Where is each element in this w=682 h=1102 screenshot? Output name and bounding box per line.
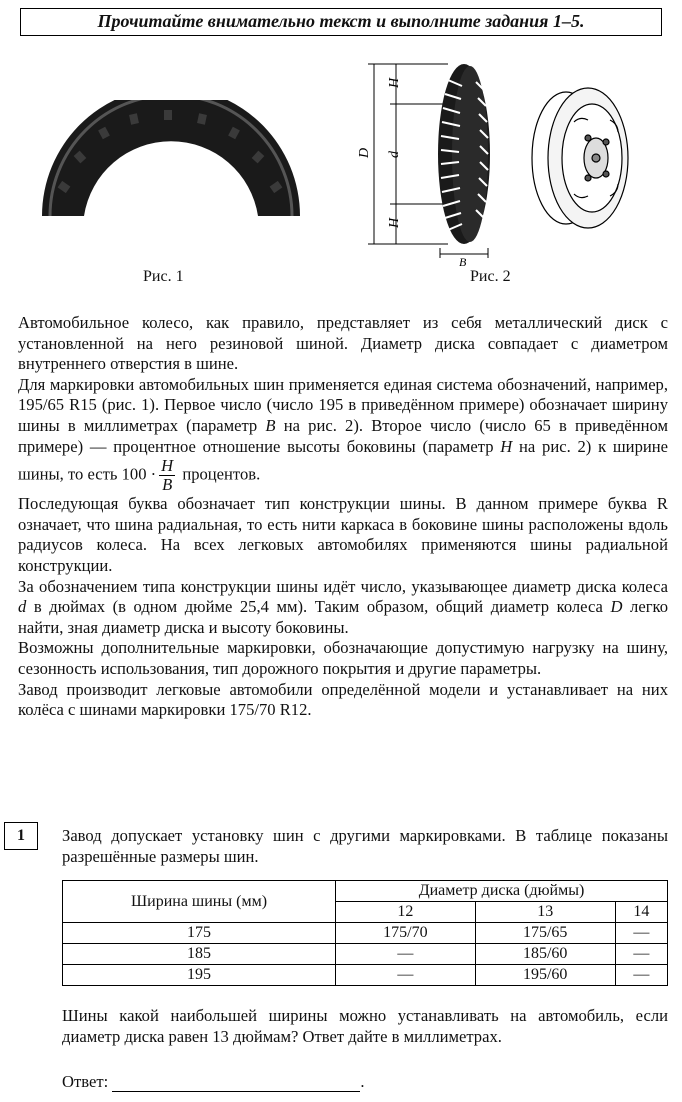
paragraph-5: Возможны дополнительные маркировки, обозначающие допустимую нагрузку на шину, сезонность использования, тип дорожного покрытия и другие параметры. [18, 638, 668, 678]
answer-area: Ответ: . [62, 1072, 365, 1091]
task-intro: Завод допускает установку шин с другими маркировками. В таблице показаны разрешённые размеры шин. [62, 826, 668, 866]
width-header: Ширина шины (мм) [63, 881, 336, 923]
paragraph-1: Автомобильное колесо, как правило, представляет из себя металлический диск с установленной на него резиновой шиной. Диаметр диска совпадает с диаметром внутреннего отверстия в шине. [18, 313, 668, 374]
paragraph-6: Завод производит легковые автомобили определённой модели и устанавливает на них колёса с шинами маркировки 175/70 R12. [18, 679, 668, 720]
diameter-13: 13 [475, 902, 615, 923]
diameter-14: 14 [615, 902, 667, 923]
page-header: Прочитайте внимательно текст и выполните задания 1–5. [20, 8, 662, 36]
table-row: 175 175/70 175/65 — [63, 923, 668, 944]
tire-marking-text: 195/65R15 [120, 159, 232, 196]
table-row: 195 — 195/60 — [63, 965, 668, 986]
task-number: 1 [4, 822, 38, 850]
figure-2-caption: Рис. 2 [470, 268, 511, 285]
fraction-H-over-B: $\frac{H}{B}$ [161, 456, 174, 495]
paragraph-2: Для маркировки автомобильных шин применяется единая система обозначений, например, 195/65 R15 (рис. 1). Первое число (число 195 в приведённом примере) обозначает ширину шины в миллиметрах (параметр B на рис. 2). Второе число (число 65 в приведённом примере) — процентное отношение высоты боковины (параметр H на рис. 2) к ширине шины, то есть 100 · $\frac{H}{B}$ процентов. [18, 374, 668, 495]
label-B: B [459, 255, 467, 268]
label-H-top: H [387, 77, 402, 88]
tire-marking-figure [40, 100, 302, 218]
reading-text [18, 313, 668, 721]
paragraph-3: Последующая буква обозначает тип конструкции шины. В данном примере буква R означает, что шина радиальная, то есть нити каркаса в боковине шины расположены вдоль радиусов колеса. На всех легковых автомобилях применяются шины радиальной конструкции. [18, 494, 668, 575]
tire-dimensions-figure [352, 58, 652, 268]
answer-line[interactable] [112, 1075, 360, 1092]
svg-text:195/65R15 [120, 160, 232, 196]
label-d: d [387, 151, 402, 158]
tire-sizes-table [62, 880, 668, 986]
label-D: D [357, 147, 372, 158]
figure-1-caption: Рис. 1 [143, 268, 184, 285]
paragraph-4: За обозначением типа конструкции шины идёт число, указывающее диаметр диска колеса d в дюймах (в одном дюйме 25,4 мм). Таким образом, общий диаметр колеса D легко найти, зная диаметр диска и высоту боковины. [18, 576, 669, 637]
diameter-header: Диаметр диска (дюймы) [336, 881, 668, 902]
table-row: 185 — 185/60 — [63, 944, 668, 965]
answer-label: Ответ: [62, 1072, 109, 1091]
diameter-12: 12 [336, 902, 476, 923]
label-H-bottom: H [387, 217, 402, 228]
task-question: Шины какой наибольшей ширины можно устанавливать на автомобиль, если диаметр диска равен 13 дюймам? Ответ дайте в миллиметрах. [62, 1006, 668, 1046]
